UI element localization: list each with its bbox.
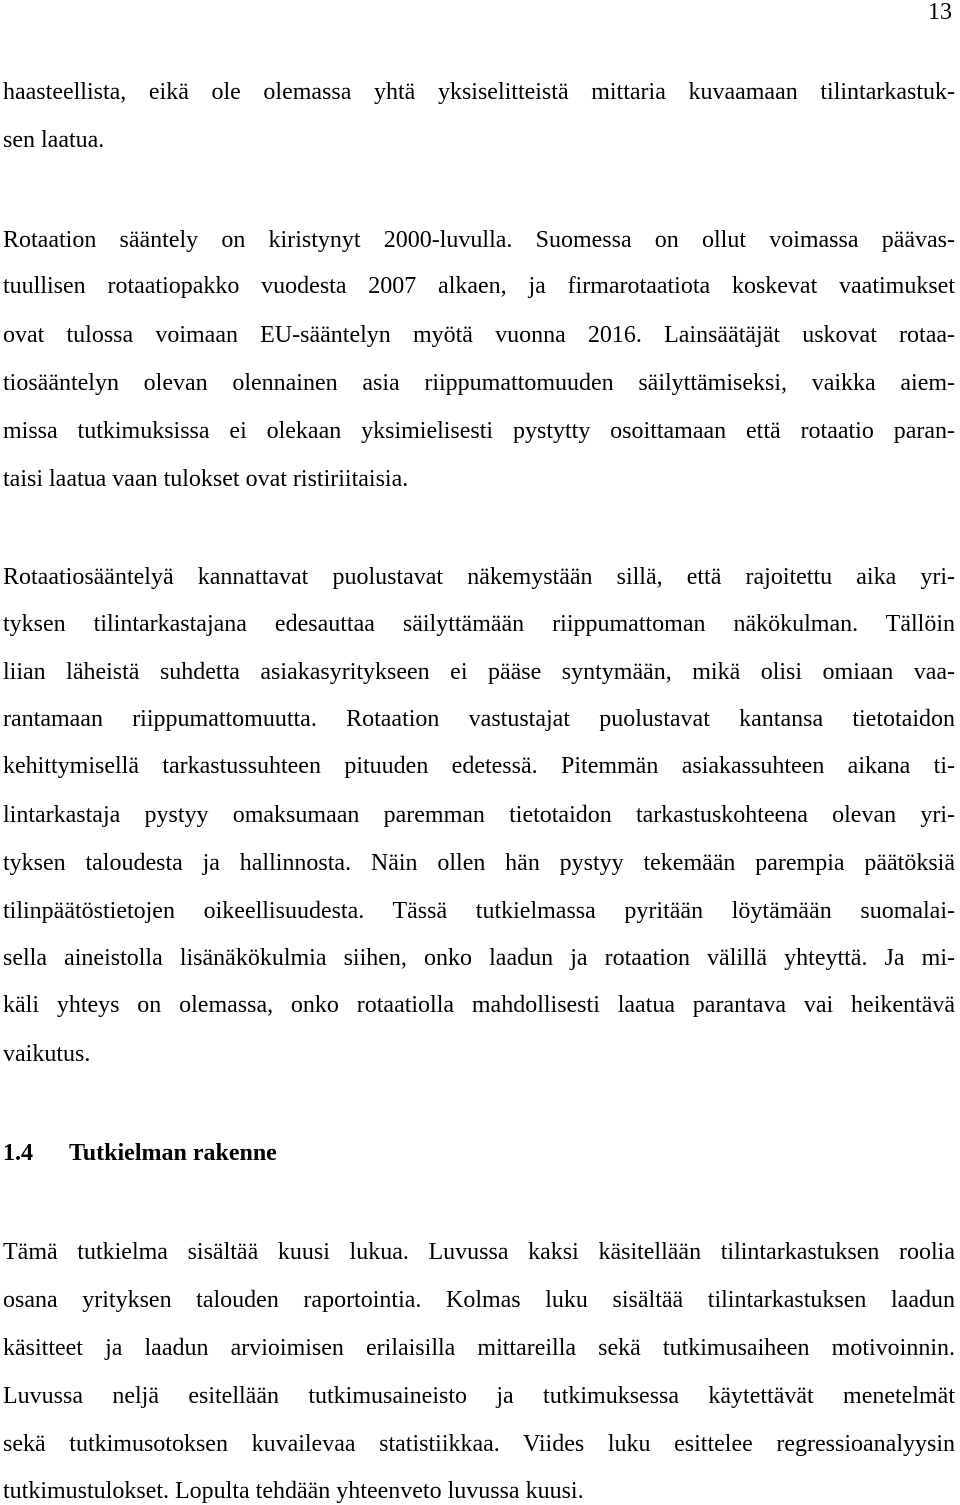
- text-line: missa tutkimuksissa ei olekaan yksimielisesti pystytty osoittamaan että rotaatio paran-: [3, 418, 955, 444]
- text-line: liian läheistä suhdetta asiakasyritykseen ei pääse syntymään, mikä olisi omiaan vaa-: [3, 659, 955, 685]
- text-line: sekä tutkimusotoksen kuvailevaa statistiikkaa. Viides luku esittelee regressioanalyysin: [3, 1431, 955, 1457]
- text-line: tilinpäätöstietojen oikeellisuudesta. Tässä tutkielmassa pyritään löytämään suomalai-: [3, 898, 955, 924]
- text-line: Luvussa neljä esitellään tutkimusaineisto ja tutkimuksessa käytettävät menetelmät: [3, 1383, 955, 1409]
- text-line: vaikutus.: [3, 1041, 91, 1067]
- text-line: tyksen taloudesta ja hallinnosta. Näin ollen hän pystyy tekemään parempia päätöksiä: [3, 850, 955, 876]
- text-line: tyksen tilintarkastajana edesauttaa säilyttämään riippumattoman näkökulman. Tällöin: [3, 611, 955, 637]
- text-line: sella aineistolla lisänäkökulmia siihen, onko laadun ja rotaation välillä yhteyttä. Ja mi-: [3, 945, 955, 971]
- section-heading: [3, 1139, 277, 1167]
- text-line: käli yhteys on olemassa, onko rotaatiolla mahdollisesti laatua parantava vai heikentävä: [3, 992, 955, 1018]
- text-line: tuullisen rotaatiopakko vuodesta 2007 alkaen, ja firmarotaatiota koskevat vaatimukset: [3, 273, 955, 299]
- text-line: haasteellista, eikä ole olemassa yhtä yksiselitteistä mittaria kuvaamaan tilintarkastuk-: [3, 79, 955, 105]
- text-line: tiosääntelyn olevan olennainen asia riippumattomuuden säilyttämiseksi, vaikka aiem-: [3, 370, 955, 396]
- text-line: taisi laatua vaan tulokset ovat ristiriitaisia.: [3, 466, 409, 492]
- text-line: lintarkastaja pystyy omaksumaan paremman tietotaidon tarkastuskohteena olevan yri-: [3, 802, 955, 828]
- text-line: rantamaan riippumattomuutta. Rotaation vastustajat puolustavat kantansa tietotaidon: [3, 706, 955, 732]
- text-line: tutkimustulokset. Lopulta tehdään yhteenveto luvussa kuusi.: [3, 1478, 584, 1504]
- section-number: 1.4: [3, 1140, 33, 1166]
- section-title: Tutkielman rakenne: [69, 1140, 277, 1166]
- page-number: 13: [928, 0, 952, 25]
- text-line: Tämä tutkielma sisältää kuusi lukua. Luvussa kaksi käsitellään tilintarkastuksen roolia: [3, 1239, 955, 1265]
- text-line: Rotaatiosääntelyä kannattavat puolustavat näkemystään sillä, että rajoitettu aika yri-: [3, 564, 955, 590]
- text-line: käsitteet ja laadun arvioimisen erilaisilla mittareilla sekä tutkimusaiheen motivoinnin.: [3, 1335, 955, 1361]
- text-line: sen laatua.: [3, 127, 105, 153]
- text-line: ovat tulossa voimaan EU-sääntelyn myötä vuonna 2016. Lainsäätäjät uskovat rotaa-: [3, 322, 955, 348]
- text-line: Rotaation sääntely on kiristynyt 2000-luvulla. Suomessa on ollut voimassa päävas-: [3, 227, 955, 253]
- text-line: osana yrityksen talouden raportointia. Kolmas luku sisältää tilintarkastuksen laadun: [3, 1287, 955, 1313]
- text-line: kehittymisellä tarkastussuhteen pituuden edetessä. Pitemmän asiakassuhteen aikana ti-: [3, 753, 955, 779]
